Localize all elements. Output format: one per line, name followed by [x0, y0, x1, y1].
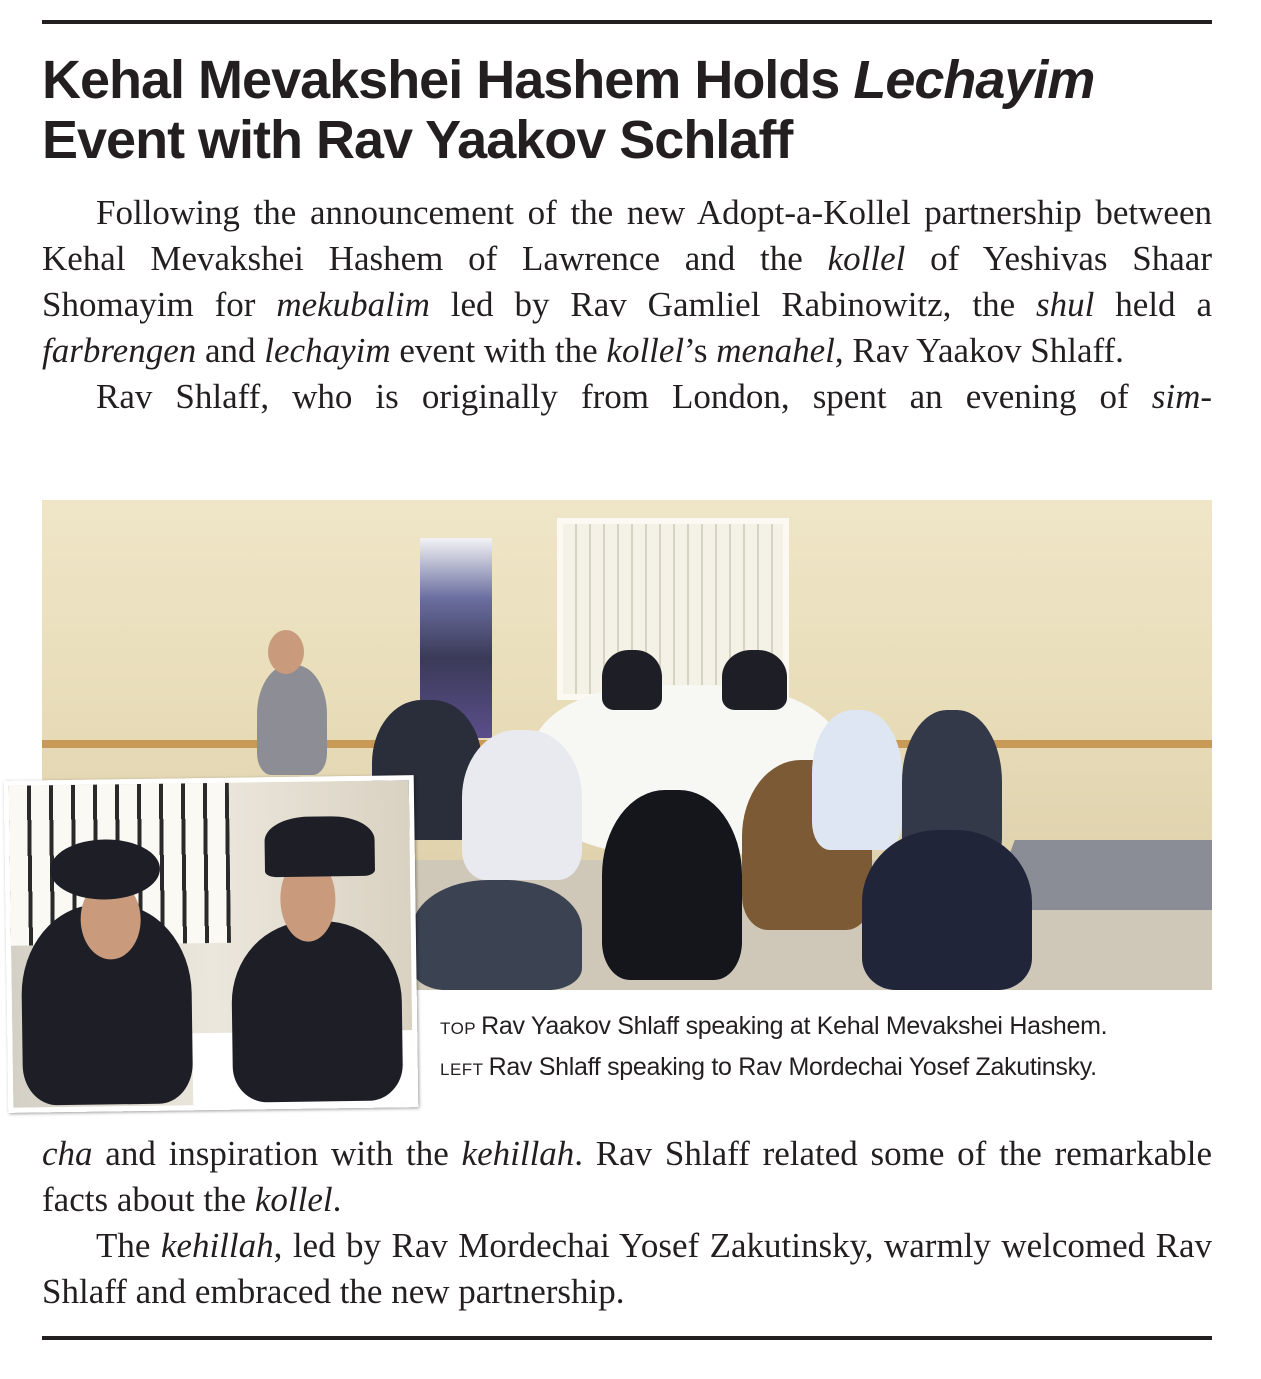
headline: Kehal Mevakshei Hashem Holds Lechayim Event with Rav Yaakov Schlaff — [42, 50, 1095, 170]
article-body-lower — [42, 1131, 1212, 1315]
inset-photo — [4, 775, 419, 1113]
paragraph-2-start: Rav Shlaff, who is originally from London, spent an evening of sim- — [96, 377, 1212, 416]
caption-top: TOP Rav Yaakov Shlaff speaking at Kehal Mevakshei Hashem. — [440, 1012, 1108, 1040]
paragraph-1: Following the announcement of the new Adopt-a-Kollel partnership between Kehal Mevakshei Hashem of Lawrence and the kollel of Yeshivas Shaar Shomayim for mekubalim led by Rav Gamliel Rabinowitz, the shul held a farbrengen and lechayim event with the kollel’s menahel, Rav Yaakov Shlaff. — [42, 193, 1212, 370]
paragraph-3: The kehillah, led by Rav Mordechai Yosef Zakutinsky, warmly welcomed Rav Shlaff and embraced the new partnership. — [42, 1226, 1213, 1311]
bottom-rule — [42, 1336, 1212, 1340]
top-rule — [42, 20, 1212, 24]
paragraph-2-end: cha and inspiration with the kehillah. Rav Shlaff related some of the remarkable facts about the kollel. — [42, 1134, 1212, 1219]
photo-captions — [440, 1007, 1260, 1089]
caption-left: LEFT Rav Shlaff speaking to Rav Mordechai Yosef Zakutinsky. — [440, 1053, 1097, 1081]
article-body-upper — [42, 190, 1212, 420]
